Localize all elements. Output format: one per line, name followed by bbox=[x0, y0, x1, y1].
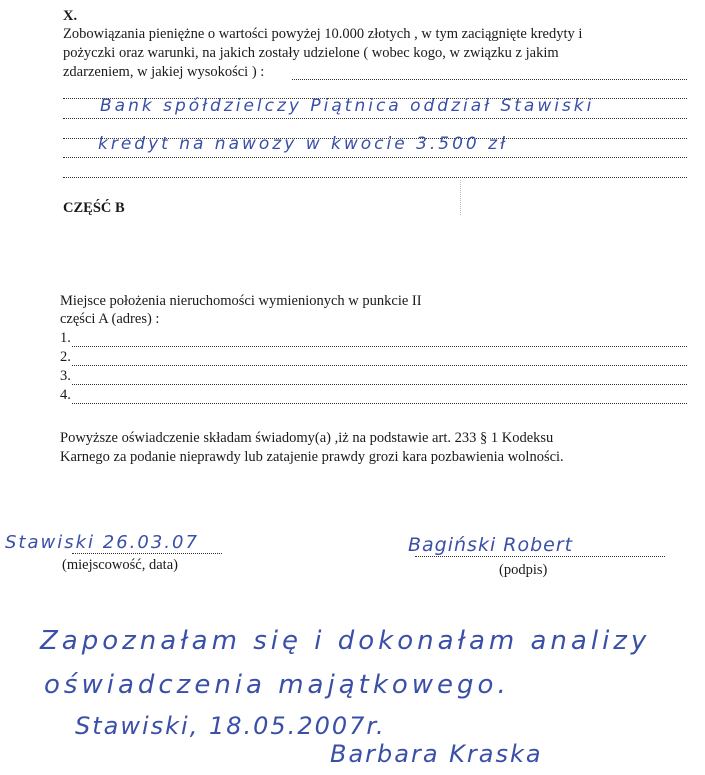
address-line-1 bbox=[72, 346, 687, 347]
dotted-line bbox=[63, 157, 687, 158]
note-signature: Barbara Kraska bbox=[330, 740, 543, 768]
note-line1: Zapoznałam się i dokonałam analizy bbox=[40, 626, 651, 656]
signature-line bbox=[415, 556, 665, 557]
handwritten-credit: kredyt na nawozy w kwocie 3.500 zł bbox=[98, 134, 508, 154]
address-number-3: 3. bbox=[60, 368, 71, 384]
location-line2: części A (adres) : bbox=[60, 311, 160, 327]
dotted-line bbox=[63, 118, 687, 119]
location-line1: Miejsce położenia nieruchomości wymienionych w punkcie II bbox=[60, 293, 422, 309]
signature-label: (podpis) bbox=[499, 562, 548, 578]
fold-line bbox=[460, 180, 461, 215]
part-b-heading: CZĘŚĆ B bbox=[63, 200, 125, 216]
place-date-handwritten: Stawiski 26.03.07 bbox=[5, 532, 199, 553]
dotted-line bbox=[63, 177, 687, 178]
place-date-line bbox=[72, 553, 222, 554]
declaration-line1: Powyższe oświadczenie składam świadomy(a) ,iż na podstawie art. 233 § 1 Kodeksu bbox=[60, 430, 554, 446]
address-number-1: 1. bbox=[60, 330, 71, 346]
address-number-4: 4. bbox=[60, 387, 71, 403]
handwritten-bank: Bank spółdzielczy Piątnica oddział Stawiski bbox=[100, 96, 595, 116]
section-x-heading: X. bbox=[63, 8, 78, 24]
declaration-line2: Karnego za podanie nieprawdy lub zatajenie prawdy grozi kara pozbawienia wolności. bbox=[60, 449, 564, 465]
address-line-4 bbox=[72, 403, 687, 404]
note-line2: oświadczenia majątkowego. bbox=[44, 670, 510, 700]
address-line-2 bbox=[72, 365, 687, 366]
address-line-3 bbox=[72, 384, 687, 385]
address-number-2: 2. bbox=[60, 349, 71, 365]
signature-handwritten: Bagiński Robert bbox=[408, 534, 574, 556]
section-x-line3: zdarzeniem, w jakiej wysokości ) : bbox=[63, 64, 265, 80]
note-line3: Stawiski, 18.05.2007r. bbox=[75, 712, 386, 740]
section-x-line1: Zobowiązania pieniężne o wartości powyżej 10.000 złotych , w tym zaciągnięte kredyty i bbox=[63, 26, 583, 42]
place-date-label: (miejscowość, data) bbox=[62, 557, 178, 573]
section-x-line2: pożyczki oraz warunki, na jakich zostały udzielone ( wobec kogo, w związku z jakim bbox=[63, 45, 559, 61]
dotted-line bbox=[292, 79, 687, 80]
